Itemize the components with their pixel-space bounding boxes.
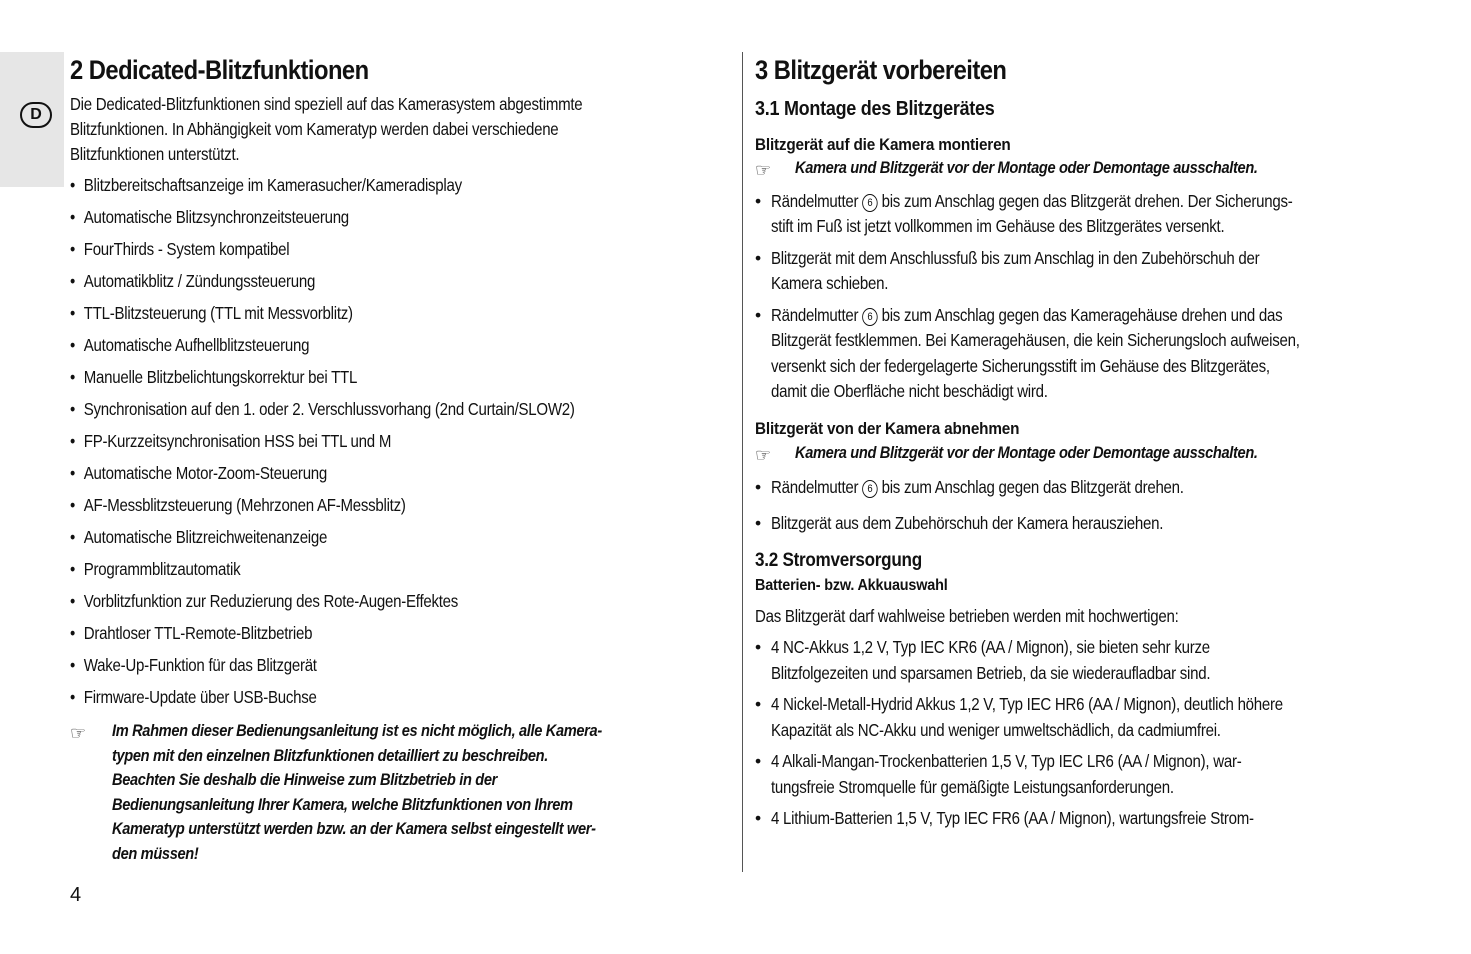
list-item: • Rändelmutter 6 bis zum Anschlag gegen das Blitzgerät drehen. [755,477,1184,497]
list-item: • Vorblitzfunktion zur Reduzierung des Rote-Augen-Effektes [70,591,459,611]
list-item: • Automatikblitz / Zündungssteuerung [70,271,316,291]
section-3-title: 3 Blitzgerät vorbereiten [755,55,1007,85]
note-line: Beachten Sie deshalb die Hinweise zum Blitzbetrieb in der [112,770,497,789]
subsection-3-2-title: 3.2 Stromversorgung [755,550,922,571]
list-item: • Automatische Blitzsynchronzeitsteuerung [70,207,349,227]
list-item: • 4 NC-Akkus 1,2 V, Typ IEC KR6 (AA / Mignon), sie bieten sehr kurze Blitzfolgezeiten und sparsamen Betrieb, da sie wiederaufladbar sind. [755,637,1211,683]
battery-intro: Das Blitzgerät darf wahlweise betrieben werden mit hochwertigen: [755,606,1179,626]
mount-note: ☞ Kamera und Blitzgerät vor der Montage oder Demontage ausschalten. [755,156,1420,181]
list-item: • Blitzbereitschaftsanzeige im Kamerasucher/Kameradisplay [70,175,462,195]
list-item: • TTL-Blitzsteuerung (TTL mit Messvorblitz) [70,303,353,323]
list-item: • Automatische Motor-Zoom-Steuerung [70,463,328,483]
intro-line: Blitzfunktionen. In Abhängigkeit vom Kameratyp werden dabei verschiedene [70,119,559,139]
intro-line: Blitzfunktionen unterstützt. [70,144,240,164]
mount-heading: Blitzgerät auf die Kamera montieren [755,135,1011,154]
right-column [755,52,1420,832]
list-item: • 4 Lithium-Batterien 1,5 V, Typ IEC FR6 (AA / Mignon), wartungsfreie Strom- [755,808,1254,828]
language-badge: D [20,102,52,128]
list-item: • Blitzgerät aus dem Zubehörschuh der Kamera herausziehen. [755,512,1164,533]
list-item: • Drahtloser TTL-Remote-Blitzbetrieb [70,623,313,643]
list-item: • FourThirds - System kompatibel [70,239,290,259]
list-item: • AF-Messblitzsteuerung (Mehrzonen AF-Messblitz) [70,495,406,515]
intro-line: Die Dedicated-Blitzfunktionen sind speziell auf das Kamerasystem abgestimmte [70,94,583,114]
list-item: • Automatische Aufhellblitzsteuerung [70,335,310,355]
remove-note: ☞ Kamera und Blitzgerät vor der Montage oder Demontage ausschalten. [755,441,1420,466]
column-divider [742,52,743,872]
note-line: Bedienungsanleitung Ihrer Kamera, welche Blitzfunktionen von Ihrem [112,794,573,814]
part-number-6-icon: 6 [862,194,877,212]
pointing-hand-icon: ☞ [70,723,86,743]
note-line: Kameratyp unterstützt werden bzw. an der Kamera selbst eingestellt wer- [112,819,596,838]
feature-list [70,169,730,713]
list-item: • 4 Nickel-Metall-Hydrid Akkus 1,2 V, Typ IEC HR6 (AA / Mignon), deutlich höhere Kapazität als NC-Akku und weniger umweltschädlich, da cadmiumfrei. [755,694,1283,740]
intro-paragraph [70,92,730,167]
list-item: • Automatische Blitzreichweitenanzeige [70,527,328,547]
list-item: • Wake-Up-Funktion für das Blitzgerät [70,655,317,675]
list-item: • Rändelmutter 6 bis zum Anschlag gegen das Kameragehäuse drehen und das Blitzgerät festklemmen. Bei Kameragehäusen, die kein Sicherungsloch aufweisen, versenkt sich der federgelagerte Sicherungsstift im Gehäuse des Blitzgerätes, damit die Oberfläche nicht beschädigt wird. [755,304,1300,401]
list-item: • FP-Kurzzeitsynchronisation HSS bei TTL und M [70,431,392,451]
list-item: • Programmblitzautomatik [70,559,241,579]
part-number-6-icon: 6 [862,480,877,498]
pointing-hand-icon: ☞ [755,160,771,180]
list-item: • Rändelmutter 6 bis zum Anschlag gegen das Blitzgerät drehen. Der Sicherungs- stift im Fuß ist jetzt vollkommen im Gehäuse des Blitzgerätes versenkt. [755,190,1293,236]
battery-heading: Batterien- bzw. Akkuauswahl [755,577,948,594]
list-item: • Firmware-Update über USB-Buchse [70,687,317,707]
subsection-3-1-title: 3.1 Montage des Blitzgerätes [755,98,995,120]
note-line: Im Rahmen dieser Bedienungsanleitung ist es nicht möglich, alle Kamera- [112,721,602,740]
part-number-6-icon: 6 [862,308,877,326]
list-item: • 4 Alkali-Mangan-Trockenbatterien 1,5 V, Typ IEC LR6 (AA / Mignon), war- tungsfreie Stromquelle für gemäßigte Leistungsanforderungen. [755,751,1242,797]
pointing-hand-icon: ☞ [755,444,771,465]
list-item: • Synchronisation auf den 1. oder 2. Verschlussvorhang (2nd Curtain/SLOW2) [70,399,575,419]
remove-heading: Blitzgerät von der Kamera abnehmen [755,418,1020,438]
note-line: typen mit den einzelnen Blitzfunktionen detailliert zu beschreiben. [112,745,548,765]
list-item: • Blitzgerät mit dem Anschlussfuß bis zum Anschlag in den Zubehörschuh der Kamera schieben. [755,247,1260,293]
left-column [70,52,730,866]
section-2-title: 2 Dedicated-Blitzfunktionen [70,55,369,85]
page-number: 4 [70,884,82,906]
note-line: den müssen! [112,843,199,863]
list-item: • Manuelle Blitzbelichtungskorrektur bei TTL [70,367,358,387]
note-box [70,719,730,866]
